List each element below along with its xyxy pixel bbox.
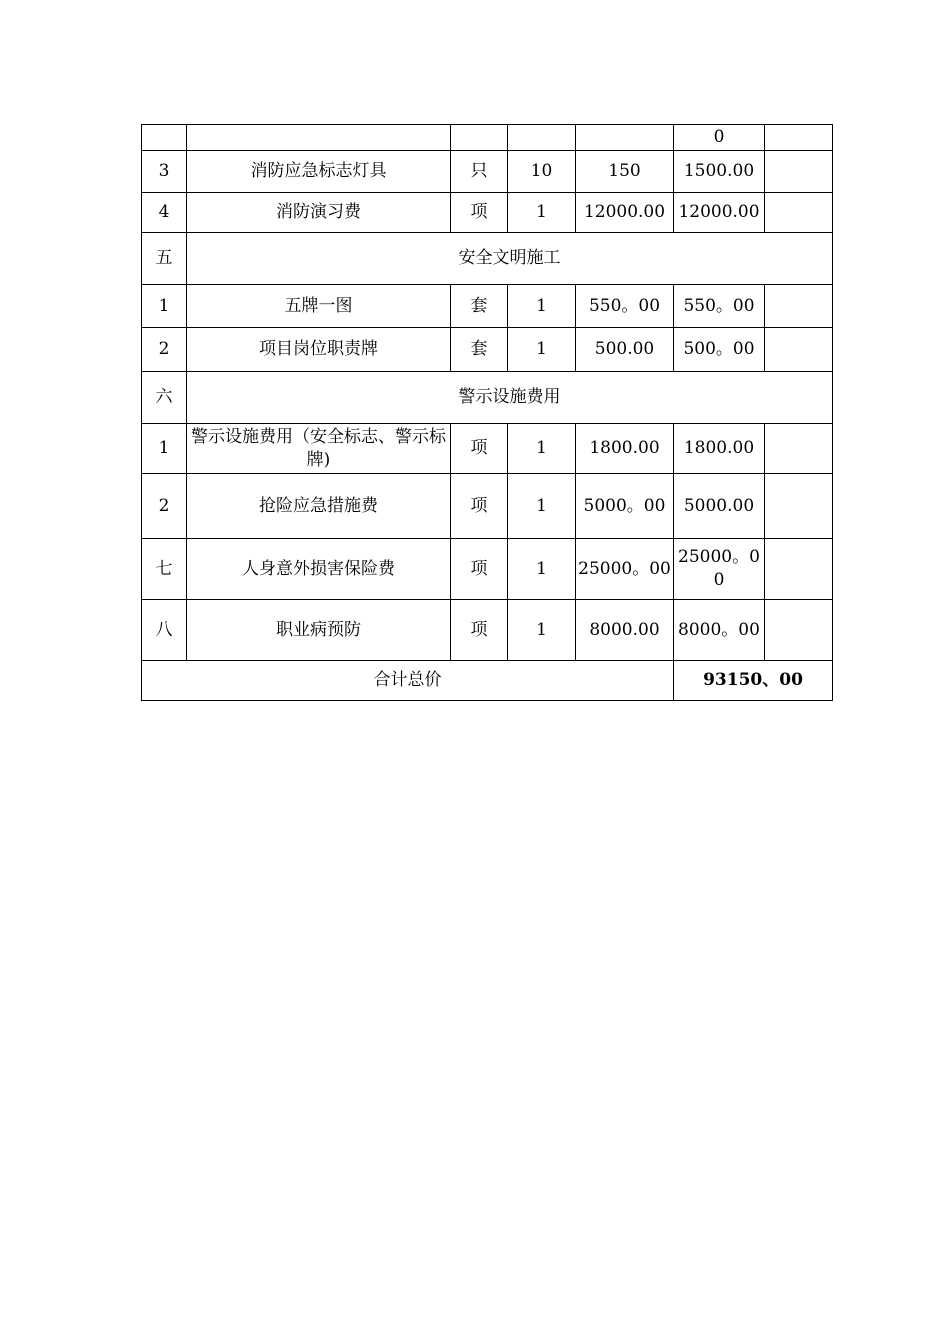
unit-cell: 项 [451, 193, 508, 233]
unit-cell: 只 [451, 151, 508, 193]
item-name-cell: 消防应急标志灯具 [187, 151, 451, 193]
section-number: 五 [142, 233, 187, 285]
unit-cell: 项 [451, 600, 508, 661]
cost-table [141, 124, 833, 701]
line-total-cell: 0 [674, 125, 765, 151]
line-total-cell: 1500.00 [674, 151, 765, 193]
item-number-cell: 4 [142, 193, 187, 233]
quantity-cell: 1 [508, 424, 576, 474]
item-number-cell: 2 [142, 328, 187, 372]
note-cell [765, 539, 833, 600]
table-body [142, 125, 833, 661]
section-title: 警示设施费用 [187, 372, 833, 424]
item-number-cell: 2 [142, 474, 187, 539]
item-name-cell: 警示设施费用（安全标志、警示标牌) [187, 424, 451, 474]
table-row [142, 285, 833, 328]
unit-price-cell [576, 125, 674, 151]
unit-cell: 套 [451, 328, 508, 372]
total-row [142, 661, 833, 701]
unit-cell: 套 [451, 285, 508, 328]
quantity-cell: 10 [508, 151, 576, 193]
note-cell [765, 151, 833, 193]
item-name-cell: 项目岗位职责牌 [187, 328, 451, 372]
note-cell [765, 474, 833, 539]
unit-cell [451, 125, 508, 151]
table-row [142, 539, 833, 600]
quantity-cell: 1 [508, 474, 576, 539]
item-name-cell: 抢险应急措施费 [187, 474, 451, 539]
unit-price-cell: 12000.00 [576, 193, 674, 233]
table-row [142, 125, 833, 151]
item-number-cell [142, 125, 187, 151]
unit-price-cell: 5000。00 [576, 474, 674, 539]
line-total-cell: 1800.00 [674, 424, 765, 474]
line-total-cell: 5000.00 [674, 474, 765, 539]
note-cell [765, 600, 833, 661]
unit-cell: 项 [451, 474, 508, 539]
item-name-cell: 五牌一图 [187, 285, 451, 328]
note-cell [765, 424, 833, 474]
item-number-cell: 3 [142, 151, 187, 193]
table-row [142, 193, 833, 233]
item-number-cell: 1 [142, 285, 187, 328]
line-total-cell: 12000.00 [674, 193, 765, 233]
total-value: 93150、00 [674, 661, 833, 701]
table-row [142, 600, 833, 661]
note-cell [765, 193, 833, 233]
section-number: 六 [142, 372, 187, 424]
table-row [142, 328, 833, 372]
item-number-cell: 七 [142, 539, 187, 600]
quantity-cell [508, 125, 576, 151]
note-cell [765, 328, 833, 372]
item-number-cell: 1 [142, 424, 187, 474]
line-total-cell: 500。00 [674, 328, 765, 372]
line-total-cell: 550。00 [674, 285, 765, 328]
quantity-cell: 1 [508, 600, 576, 661]
item-name-cell [187, 125, 451, 151]
unit-price-cell: 25000。00 [576, 539, 674, 600]
line-total-cell: 25000。00 [674, 539, 765, 600]
item-name-cell: 消防演习费 [187, 193, 451, 233]
unit-price-cell: 500.00 [576, 328, 674, 372]
line-total-cell: 8000。00 [674, 600, 765, 661]
unit-price-cell: 8000.00 [576, 600, 674, 661]
section-title: 安全文明施工 [187, 233, 833, 285]
note-cell [765, 285, 833, 328]
section-row [142, 233, 833, 285]
item-number-cell: 八 [142, 600, 187, 661]
item-name-cell: 人身意外损害保险费 [187, 539, 451, 600]
quantity-cell: 1 [508, 539, 576, 600]
section-row [142, 372, 833, 424]
unit-price-cell: 1800.00 [576, 424, 674, 474]
table-row [142, 151, 833, 193]
quantity-cell: 1 [508, 285, 576, 328]
total-label: 合计总价 [142, 661, 674, 701]
unit-cell: 项 [451, 539, 508, 600]
note-cell [765, 125, 833, 151]
unit-price-cell: 550。00 [576, 285, 674, 328]
quantity-cell: 1 [508, 328, 576, 372]
table-row [142, 474, 833, 539]
unit-price-cell: 150 [576, 151, 674, 193]
table-row [142, 424, 833, 474]
unit-cell: 项 [451, 424, 508, 474]
item-name-cell: 职业病预防 [187, 600, 451, 661]
quantity-cell: 1 [508, 193, 576, 233]
